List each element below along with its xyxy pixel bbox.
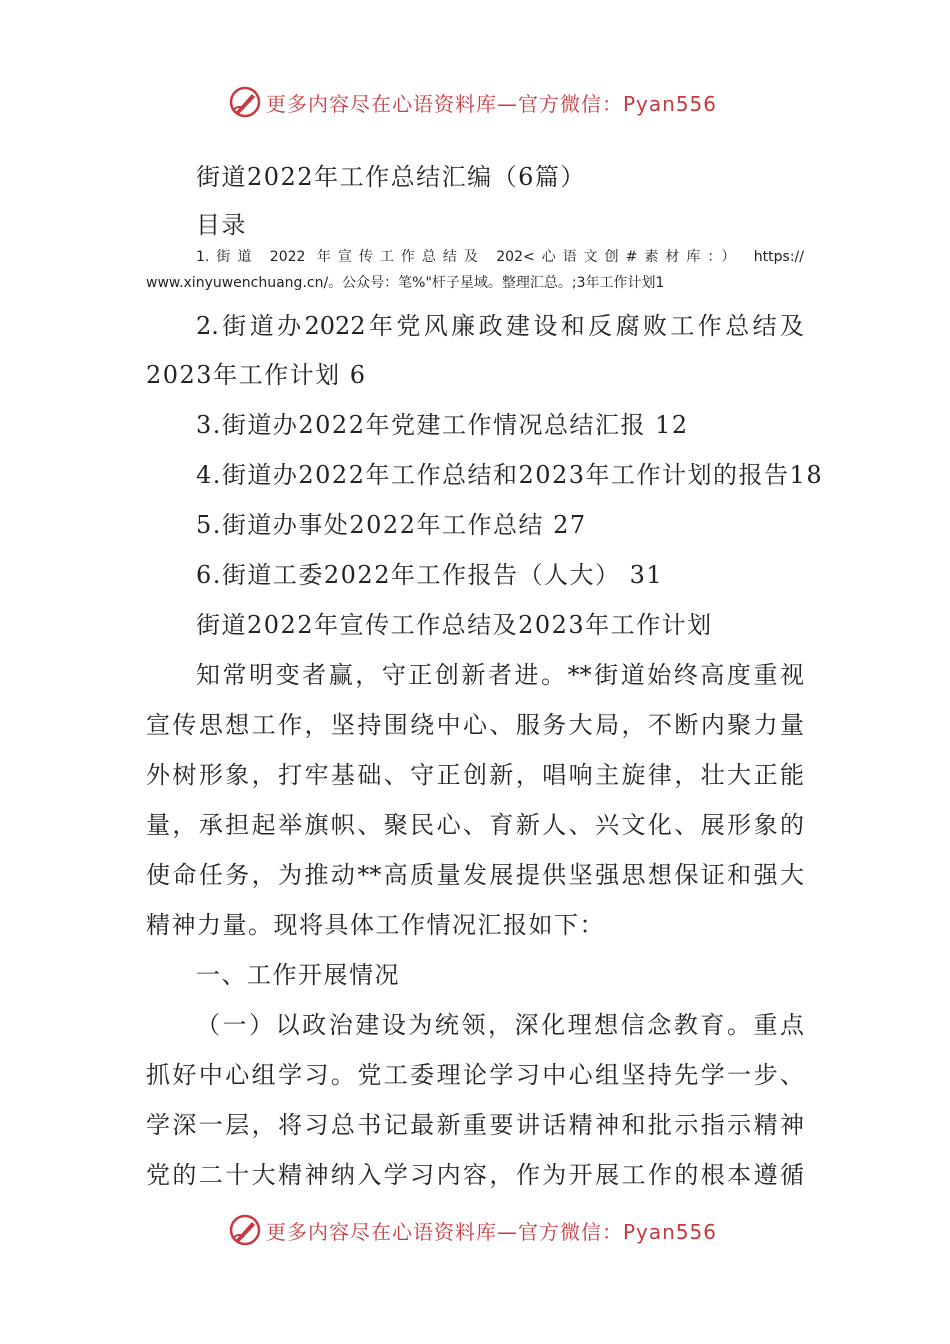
document-title: 街道2022年工作总结汇编（6篇） — [196, 163, 586, 191]
para2-line: 抓好中心组学习。党工委理论学习中心组坚持先学一步、 — [146, 1061, 804, 1089]
toc-item-6: 6.街道工委2022年工作报告（人大） 31 — [196, 561, 664, 589]
watermark-banner-bottom — [228, 1210, 717, 1250]
toc-item-5: 5.街道办事处2022年工作总结 27 — [196, 511, 587, 539]
watermark-banner-top — [228, 82, 717, 122]
para2-line: 学深一层，将习总书记最新重要讲话精神和批示指示精神 — [146, 1111, 804, 1139]
watermark-text: 更多内容尽在心语资料库—官方微信：Pyan556 — [266, 91, 718, 116]
para1-line: 外树形象，打牢基础、守正创新，唱响主旋律，壮大正能 — [146, 761, 804, 789]
toc-item-1-line1: 1.街道 2022 年宣传工作总结及 202<心语文创#素材库：） https:// — [196, 249, 804, 265]
para1-line: 量，承担起举旗帜、聚民心、育新人、兴文化、展形象的 — [146, 811, 804, 839]
section-title: 街道2022年宣传工作总结及2023年工作计划 — [196, 611, 713, 639]
heading-work-status: 一、工作开展情况 — [196, 961, 400, 989]
toc-heading: 目录 — [196, 211, 247, 239]
para1-line: 宣传思想工作，坚持围绕中心、服务大局，不断内聚力量 — [146, 711, 804, 739]
toc-item-3: 3.街道办2022年党建工作情况总结汇报 12 — [196, 411, 689, 439]
toc-item-2-line2: 2023年工作计划 6 — [146, 361, 367, 389]
quill-pen-logo-icon — [228, 85, 262, 119]
para1-line: 知常明变者赢，守正创新者进。**街道始终高度重视 — [196, 661, 804, 689]
para2-line: （一）以政治建设为统领，深化理想信念教育。重点 — [196, 1011, 804, 1039]
toc-item-1-line2: www.xinyuwenchuang.cn/。公众号：笔%"杆子星域。整理汇总。;3年工作计划1 — [146, 275, 665, 291]
para1-line: 使命任务，为推动**高质量发展提供坚强思想保证和强大 — [146, 861, 804, 889]
para1-line: 精神力量。现将具体工作情况汇报如下： — [146, 911, 605, 939]
toc-item-4: 4.街道办2022年工作总结和2023年工作计划的报告18 — [196, 461, 824, 489]
quill-pen-logo-icon — [228, 1213, 262, 1247]
watermark-text: 更多内容尽在心语资料库—官方微信：Pyan556 — [266, 1219, 718, 1244]
toc-item-2-line1: 2.街道办2022年党风廉政建设和反腐败工作总结及 — [196, 312, 804, 340]
para2-line: 党的二十大精神纳入学习内容，作为开展工作的根本遵循 — [146, 1161, 804, 1189]
